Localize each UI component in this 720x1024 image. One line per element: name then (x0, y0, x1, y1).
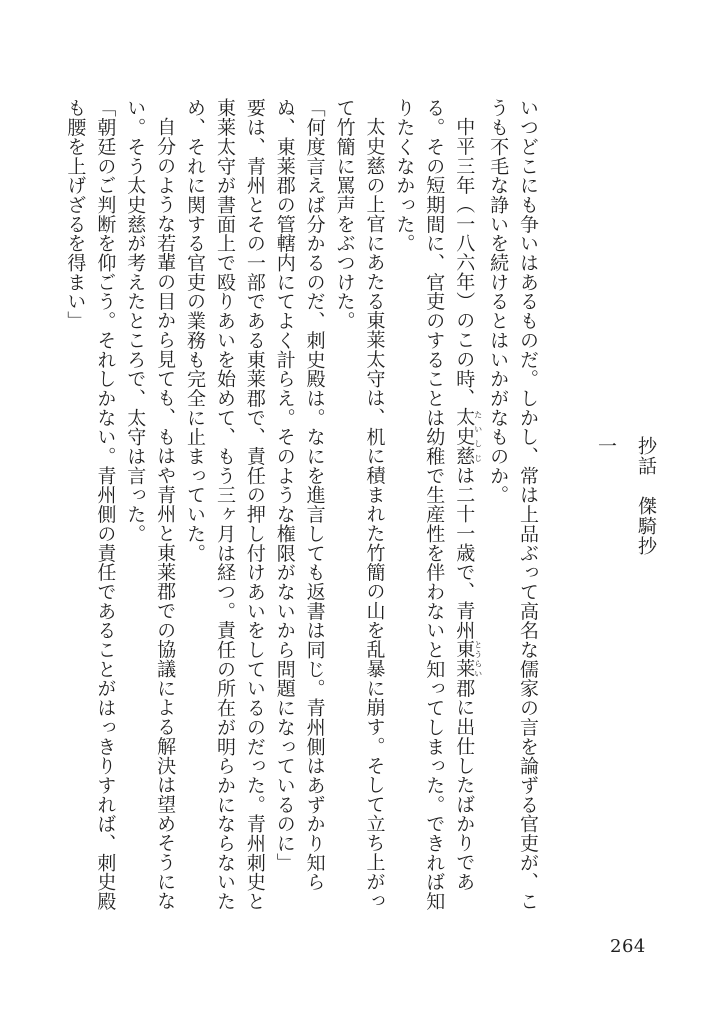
ruby-base: 東莱 (453, 639, 476, 679)
ruby-reading: たいしじ (473, 407, 483, 466)
running-header (586, 436, 666, 586)
text-run: は二十一歳で、青州 (453, 465, 476, 640)
ruby-annotation (453, 639, 483, 679)
paragraph (388, 98, 482, 928)
text-run: 中平三年（一八六年）のこの時、 (453, 117, 476, 408)
ruby-base: 太史慈 (453, 407, 476, 466)
paragraph: いつどこにも争いはあるものだ。しかし、常は上品ぶって高名な儒家の言を論ずる官吏が、こうも不毛な諍いを続けるとはいかがなものか。 (487, 98, 539, 911)
paragraph: 自分のような若輩の目から見ても、もはや青州と東莱郡での協議による解決は望めそうにない。そう太史慈が考えたところで、太守は言った。 (124, 98, 177, 911)
text-run: 郡に出仕したばかりである。その短期間に、官吏のすることは幼稚で生産性を伴わないと知ってしまった。できれば知りたくなかった。 (393, 98, 476, 911)
page-number: 264 (610, 936, 646, 957)
ruby-reading: とうらい (473, 639, 483, 679)
section-number: 一 (595, 436, 617, 456)
dialogue-paragraph: 「朝廷のご判断を仰ごう。それしかない。青州側の責任であることがはっきりすれば、刺史殿も腰を上げざるを得まい」 (64, 98, 117, 911)
chapter-title: 抄話 傑騎抄 (635, 436, 657, 556)
dialogue-paragraph: 「何度言えば分かるのだ、刺史殿は。なにを進言しても返書は同じ。青州側はあずかり知らぬ、東莱郡の管轄内にてよく計らえ。そのような権限がないから問題になっているのに」 (273, 98, 326, 892)
body-text (64, 98, 542, 928)
ruby-annotation (453, 407, 483, 466)
paragraph: 要は、青州とその一部である東莱郡で、責任の押し付けあいをしているのだった。青州刺史と東莱太守が書面上で殴りあいを始めて、もう三ヶ月は経つ。責任の所在が明らかにならないため、それに関する官吏の業務も完全に止まっていた。 (184, 98, 266, 911)
paragraph: 太史慈の上官にあたる東莱太守は、机に積まれた竹簡の山を乱暴に崩す。そして立ち上がって竹簡に罵声をぶつけた。 (333, 98, 386, 911)
